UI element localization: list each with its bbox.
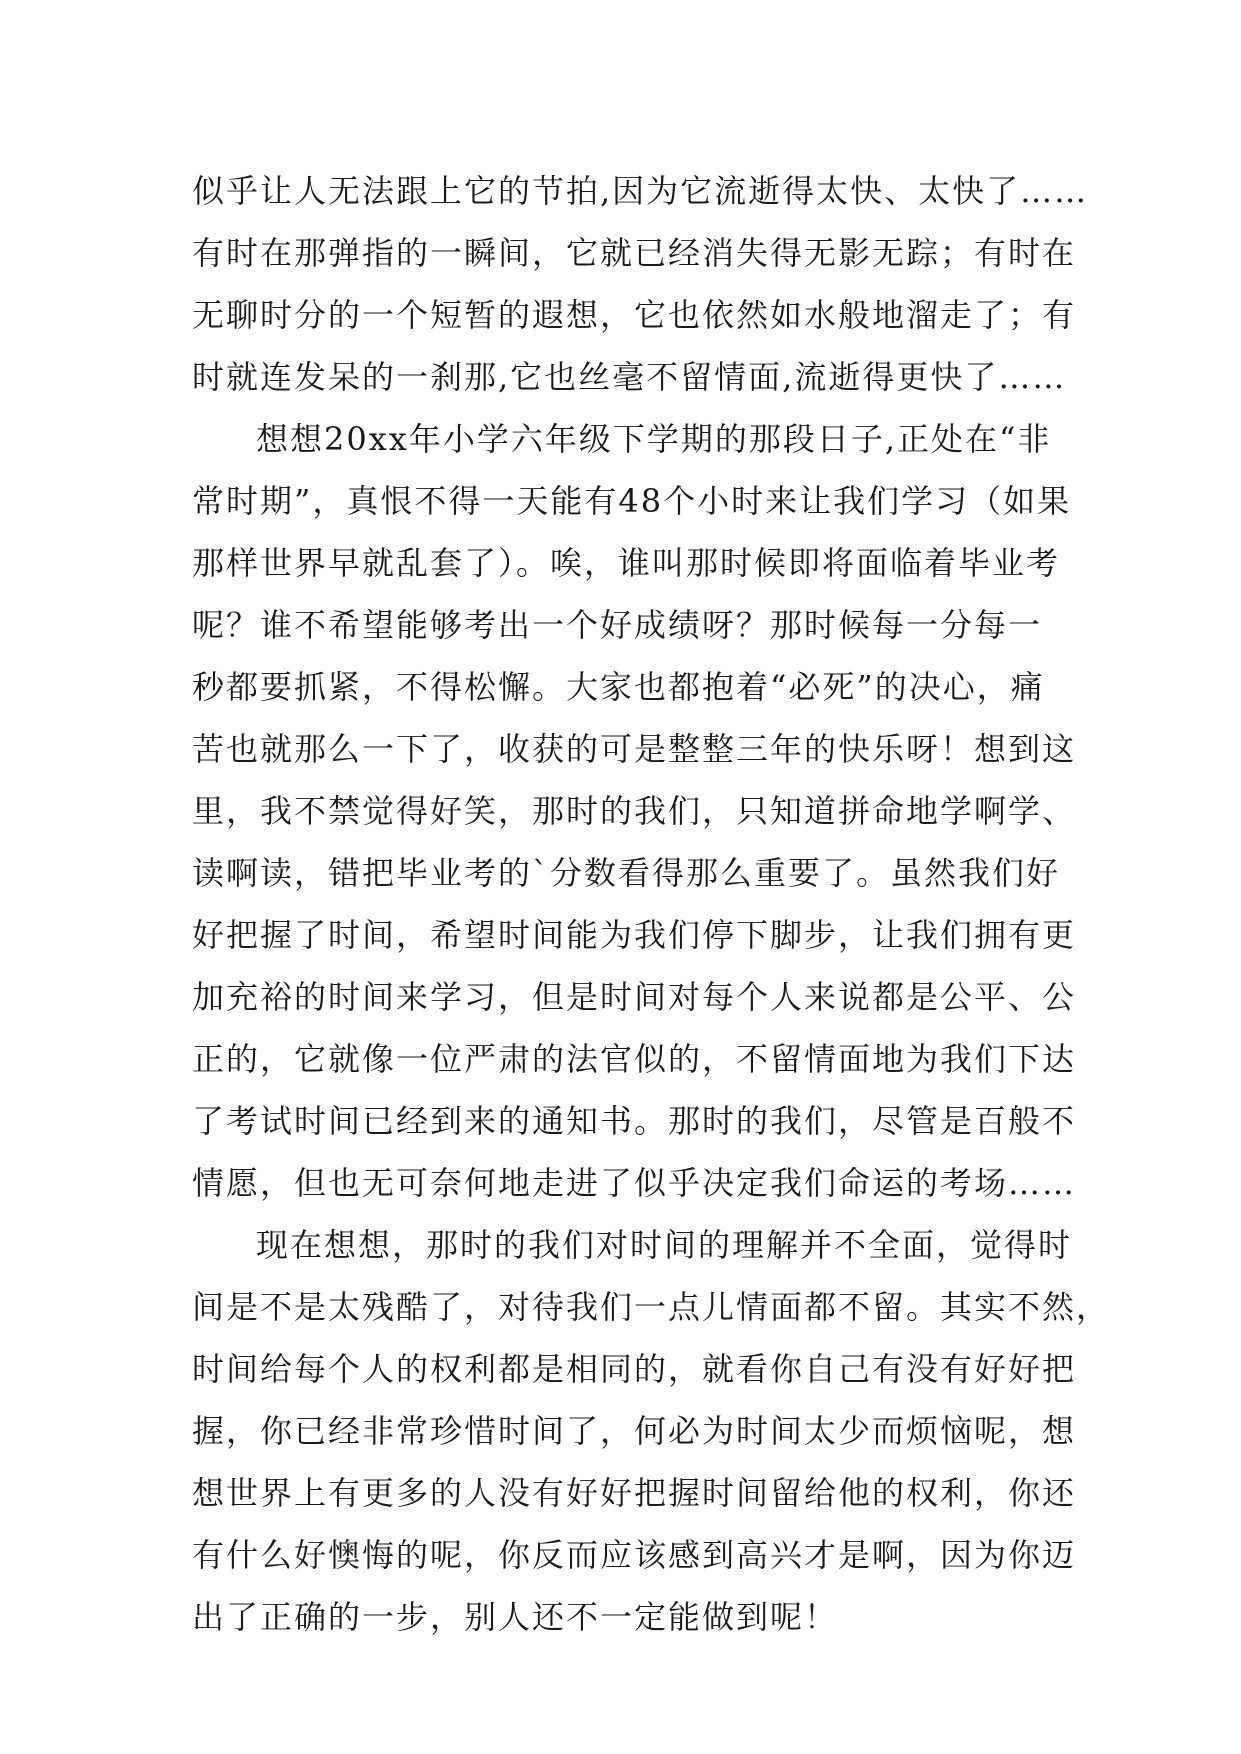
text-line: 似乎让人无法跟上它的节拍,因为它流逝得太快、太快了…… — [192, 172, 1089, 210]
text-line: 握，你已经非常珍惜时间了，何必为时间太少而烦恼呢，想 — [192, 1412, 1077, 1450]
text-line: 无聊时分的一个短暂的遐想，它也依然如水般地溜走了；有 — [192, 296, 1077, 334]
text-line: 间是不是太残酷了，对待我们一点儿情面都不留。其实不然， — [192, 1288, 1111, 1326]
text-line: 苦也就那么一下了，收获的可是整整三年的快乐呀！想到这 — [192, 730, 1077, 768]
text-line: 加充裕的时间来学习，但是时间对每个人来说都是公平、公 — [192, 978, 1077, 1016]
text-line: 了考试时间已经到来的通知书。那时的我们，尽管是百般不 — [192, 1102, 1077, 1140]
essay-body — [192, 160, 1111, 1648]
text-line: 里，我不禁觉得好笑，那时的我们，只知道拼命地学啊学、 — [192, 792, 1077, 830]
text-line: 时间给每个人的权利都是相同的，就看你自己有没有好好把 — [192, 1350, 1077, 1388]
text-line: 情愿，但也无可奈何地走进了似乎决定我们命运的考场…… — [192, 1164, 1077, 1202]
text-line: 时就连发呆的一刹那,它也丝毫不留情面,流逝得更快了…… — [192, 358, 1067, 396]
text-line: 想想20xx年小学六年级下学期的那段日子,正处在“非 — [256, 420, 1052, 458]
text-line: 有时在那弹指的一瞬间，它就已经消失得无影无踪；有时在 — [192, 234, 1077, 272]
text-line: 好把握了时间，希望时间能为我们停下脚步，让我们拥有更 — [192, 916, 1077, 954]
text-line: 常时期”，真恨不得一天能有48个小时来让我们学习（如果 — [192, 482, 1072, 520]
text-line: 秒都要抓紧，不得松懈。大家也都抱着“必死”的决心，痛 — [192, 668, 1045, 706]
text-line: 出了正确的一步，别人还不一定能做到呢！ — [192, 1598, 839, 1636]
text-line: 现在想想，那时的我们对时间的理解并不全面，觉得时 — [256, 1226, 1073, 1264]
text-line: 想世界上有更多的人没有好好把握时间留给他的权利，你还 — [192, 1474, 1077, 1512]
text-line: 那样世界早就乱套了）。唉，谁叫那时候即将面临着毕业考 — [192, 544, 1061, 582]
text-line: 有什么好懊悔的呢，你反而应该感到高兴才是啊，因为你迈 — [192, 1536, 1077, 1574]
text-line: 呢？谁不希望能够考出一个好成绩呀？那时候每一分每一 — [192, 606, 1043, 644]
text-line: 读啊读，错把毕业考的`分数看得那么重要了。虽然我们好 — [192, 854, 1061, 892]
text-line: 正的，它就像一位严肃的法官似的，不留情面地为我们下达 — [192, 1040, 1077, 1078]
